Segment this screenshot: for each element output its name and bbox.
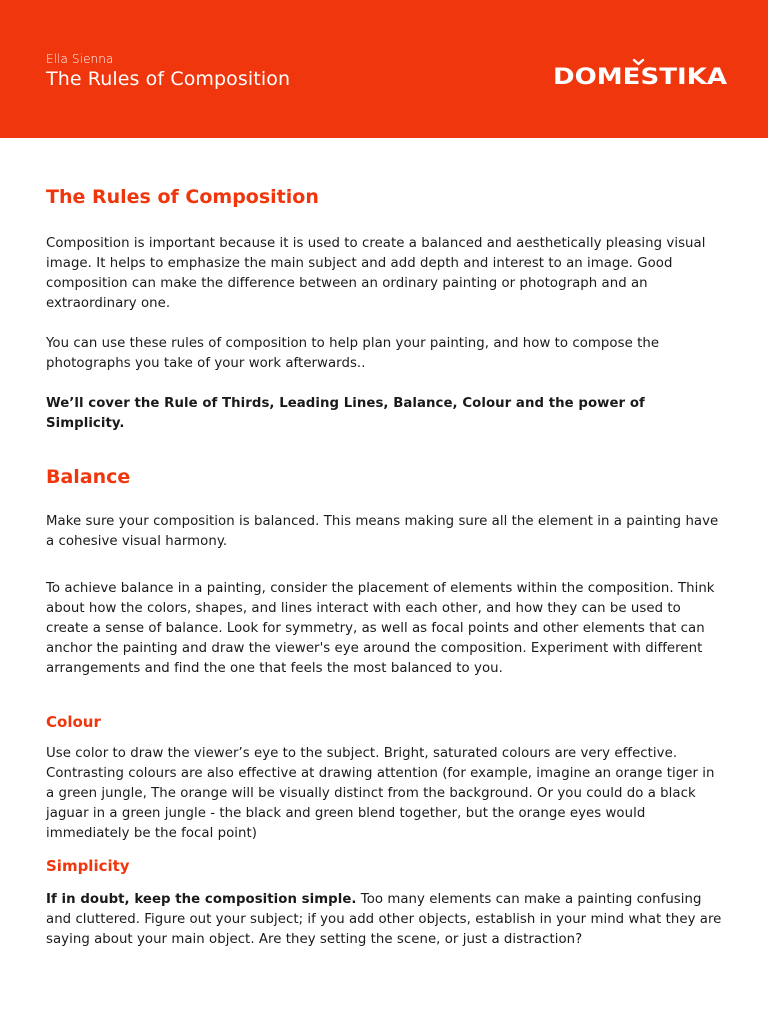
simplicity-rest: Too many elements can make a painting confusing and cluttered. Figure out your subject; if you add other objects, establish in your mind what they are saying about your main object. Are they setting the scene, or just a distraction?	[46, 892, 722, 947]
header-banner	[0, 0, 768, 138]
simplicity-heading: Simplicity	[46, 857, 130, 875]
simplicity-bold-lead: If in doubt, keep the composition simple.	[46, 892, 357, 907]
main-heading: The Rules of Composition	[46, 186, 319, 208]
author-name: Ella Sienna	[46, 52, 114, 66]
intro-paragraph-2: You can use these rules of composition to help plan your painting, and how to compose the photographs you take of your work afterwards..	[46, 336, 660, 371]
document-title: The Rules of Composition	[46, 68, 291, 90]
svg-text:DOMESTIKA: DOMESTIKA	[553, 65, 727, 90]
domestika-logo	[553, 56, 729, 90]
intro-paragraph-1: Composition is important because it is used to create a balanced and aesthetically pleasing visual image. It helps to emphasize the main subject and add depth and interest to an image. Good composition can make the difference between an ordinary painting or photograph and an extraordinary one.	[46, 236, 706, 311]
intro-bold-summary: We’ll cover the Rule of Thirds, Leading Lines, Balance, Colour and the power of Simplicity.	[46, 396, 645, 431]
colour-heading: Colour	[46, 713, 101, 731]
colour-paragraph: Use color to draw the viewer’s eye to the subject. Bright, saturated colours are very effective. Contrasting colours are also effective at drawing attention (for example, imagine an orange tiger in a green jungle, The orange will be visually distinct from the background. Or you could do a black jaguar in a green jungle - the black and green blend together, but the orange eyes would immediately be the focal point)	[46, 746, 715, 841]
balance-heading: Balance	[46, 466, 131, 488]
balance-paragraph-1: Make sure your composition is balanced. This means making sure all the element in a painting have a cohesive visual harmony.	[46, 514, 719, 549]
balance-paragraph-2: To achieve balance in a painting, consider the placement of elements within the composition. Think about how the colors, shapes, and lines interact with each other, and how they can be used to create a sense of balance. Look for symmetry, as well as focal points and other elements that can anchor the painting and draw the viewer's eye around the composition. Experiment with different arrangements and find the one that feels the most balanced to you.	[46, 581, 715, 676]
simplicity-paragraph	[46, 890, 726, 950]
